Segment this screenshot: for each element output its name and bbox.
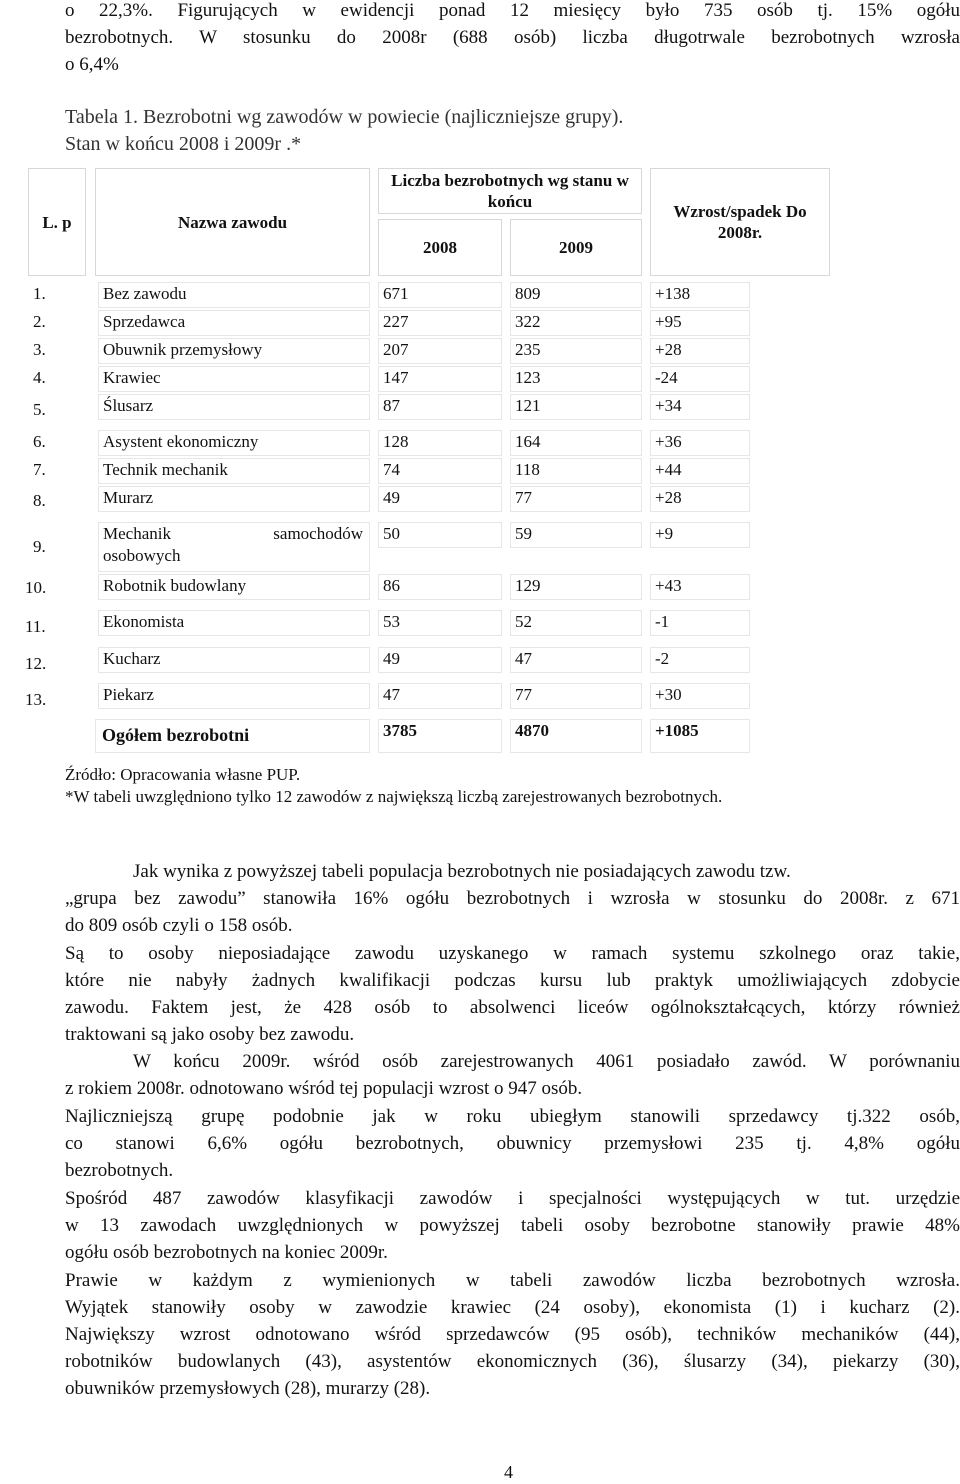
row-name: Obuwnik przemysłowy xyxy=(98,338,370,364)
row-name: Bez zawodu xyxy=(98,282,370,308)
row-name: Ekonomista xyxy=(98,610,370,636)
row-lp: 9. xyxy=(33,537,46,556)
paragraph-1-line-3: do 809 osób czyli o 158 osób. xyxy=(65,915,293,936)
row-2008: 671 xyxy=(378,282,502,308)
row-name: Piekarz xyxy=(98,683,370,709)
row-2009: 322 xyxy=(510,310,642,336)
row-name: Kucharz xyxy=(98,647,370,673)
paragraph-5-line-1: Spośród 487 zawodów klasyfikacji zawodów i specjalności występujących w tut. urzędzie xyxy=(65,1188,960,1209)
row-lp: 12. xyxy=(25,654,47,673)
source-note: Źródło: Opracowania własne PUP. xyxy=(65,765,301,784)
row-change: +95 xyxy=(650,310,750,336)
row-lp: 13. xyxy=(25,690,47,709)
row-2008: 47 xyxy=(378,683,502,709)
row-2009: 77 xyxy=(510,683,642,709)
row-change: +9 xyxy=(650,522,750,548)
row-2008: 49 xyxy=(378,647,502,673)
paragraph-5-line-3: ogółu osób bezrobotnych na koniec 2009r. xyxy=(65,1242,388,1263)
row-change: +36 xyxy=(650,430,750,456)
row-2009: 123 xyxy=(510,366,642,392)
row-2008: 207 xyxy=(378,338,502,364)
row-change: +30 xyxy=(650,683,750,709)
total-label: Ogółem bezrobotni xyxy=(95,719,370,753)
intro-line-2: bezrobotnych. W stosunku do 2008r (688 osób) liczba długotrwale bezrobotnych wzrosła xyxy=(65,27,960,48)
row-name: Robotnik budowlany xyxy=(98,574,370,600)
row-lp: 4. xyxy=(33,368,46,387)
paragraph-3-line-2: z rokiem 2008r. odnotowano wśród tej populacji wzrost o 947 osób. xyxy=(65,1078,583,1099)
row-name-word-1: Mechanik xyxy=(103,524,171,543)
paragraph-1-line-2: „grupa bez zawodu” stanowiła 16% ogółu bezrobotnych i wzrosła w stosunku do 2008r. z 671 xyxy=(65,888,960,909)
row-change: -24 xyxy=(650,366,750,392)
row-change: +138 xyxy=(650,282,750,308)
row-name-line-2: osobowych xyxy=(103,546,181,565)
table-caption-line-1: Tabela 1. Bezrobotni wg zawodów w powiecie (najliczniejsze grupy). xyxy=(65,106,624,128)
row-change: -2 xyxy=(650,647,750,673)
paragraph-1-line-1: Jak wynika z powyższej tabeli populacja bezrobotnych nie posiadających zawodu tzw. xyxy=(133,861,791,882)
row-2009: 121 xyxy=(510,394,642,420)
row-name: Asystent ekonomiczny xyxy=(98,430,370,456)
row-2008: 86 xyxy=(378,574,502,600)
paragraph-4-line-3: bezrobotnych. xyxy=(65,1160,174,1181)
row-lp: 6. xyxy=(33,432,46,451)
page-number: 4 xyxy=(504,1462,513,1482)
row-change: +34 xyxy=(650,394,750,420)
row-2009: 59 xyxy=(510,522,642,548)
intro-line-1: o 22,3%. Figurujących w ewidencji ponad 12 miesięcy było 735 osób tj. 15% ogółu xyxy=(65,0,960,21)
paragraph-2-line-1: Są to osoby nieposiadające zawodu uzyskanego w ramach systemu szkolnego oraz takie, xyxy=(65,943,960,964)
total-2009: 4870 xyxy=(510,719,642,753)
row-change: +28 xyxy=(650,338,750,364)
header-2008: 2008 xyxy=(378,219,502,276)
row-2008: 49 xyxy=(378,486,502,512)
row-change: -1 xyxy=(650,610,750,636)
paragraph-6-line-4: robotników budowlanych (43), asystentów ekonomicznych (36), ślusarzy (34), piekarzy (30), xyxy=(65,1351,960,1372)
paragraph-2-line-3: zawodu. Faktem jest, że 428 osób to absolwenci liceów ogólnokształcących, którzy również xyxy=(65,997,960,1018)
paragraph-4-line-1: Najliczniejszą grupę podobnie jak w roku ubiegłym stanowili sprzedawcy tj.322 osób, xyxy=(65,1106,960,1127)
row-lp: 3. xyxy=(33,340,46,359)
row-2008: 128 xyxy=(378,430,502,456)
row-2008: 53 xyxy=(378,610,502,636)
row-2009: 235 xyxy=(510,338,642,364)
row-lp: 10. xyxy=(25,578,47,597)
paragraph-6-line-5: obuwników przemysłowych (28), murarzy (28). xyxy=(65,1378,431,1399)
row-lp: 8. xyxy=(33,491,46,510)
paragraph-3-line-1: W końcu 2009r. wśród osób zarejestrowanych 4061 posiadało zawód. W porównaniu xyxy=(133,1051,960,1072)
row-lp: 2. xyxy=(33,312,46,331)
row-2008: 50 xyxy=(378,522,502,548)
row-2009: 164 xyxy=(510,430,642,456)
header-2009: 2009 xyxy=(510,219,642,276)
row-2009: 118 xyxy=(510,458,642,484)
row-name: Krawiec xyxy=(98,366,370,392)
table-caption-line-2: Stan w końcu 2008 i 2009r .* xyxy=(65,133,302,155)
row-2009: 77 xyxy=(510,486,642,512)
row-name xyxy=(98,522,370,572)
paragraph-5-line-2: w 13 zawodach uwzględnionych w powyższej tabeli osoby bezrobotne stanowiły prawie 48% xyxy=(65,1215,960,1236)
row-name: Sprzedawca xyxy=(98,310,370,336)
row-name: Ślusarz xyxy=(98,394,370,420)
header-count-group: Liczba bezrobotnych wg stanu w końcu xyxy=(378,168,642,214)
header-change: Wzrost/spadek Do 2008r. xyxy=(650,168,830,276)
intro-line-3: o 6,4% xyxy=(65,54,119,75)
total-2008: 3785 xyxy=(378,719,502,753)
row-2009: 809 xyxy=(510,282,642,308)
row-2008: 147 xyxy=(378,366,502,392)
paragraph-4-line-2: co stanowi 6,6% ogółu bezrobotnych, obuwnicy przemysłowi 235 tj. 4,8% ogółu xyxy=(65,1133,960,1154)
row-name: Technik mechanik xyxy=(98,458,370,484)
row-lp: 1. xyxy=(33,284,46,303)
paragraph-6-line-2: Wyjątek stanowiły osoby w zawodzie krawiec (24 osoby), ekonomista (1) i kucharz (2). xyxy=(65,1297,960,1318)
row-2008: 227 xyxy=(378,310,502,336)
row-lp: 7. xyxy=(33,460,46,479)
row-lp: 11. xyxy=(25,617,46,636)
header-name: Nazwa zawodu xyxy=(95,168,370,276)
row-change: +44 xyxy=(650,458,750,484)
row-lp: 5. xyxy=(33,400,46,419)
row-change: +28 xyxy=(650,486,750,512)
row-2009: 47 xyxy=(510,647,642,673)
row-2009: 52 xyxy=(510,610,642,636)
row-2008: 74 xyxy=(378,458,502,484)
paragraph-2-line-4: traktowani są jako osoby bez zawodu. xyxy=(65,1024,355,1045)
paragraph-2-line-2: które nie nabyły żadnych kwalifikacji podczas kursu lub praktyk umożliwiających zdobycie xyxy=(65,970,960,991)
total-change: +1085 xyxy=(650,719,750,753)
row-2008: 87 xyxy=(378,394,502,420)
paragraph-6-line-3: Największy wzrost odnotowano wśród sprzedawców (95 osób), techników mechaników (44), xyxy=(65,1324,960,1345)
paragraph-6-line-1: Prawie w każdym z wymienionych w tabeli zawodów liczba bezrobotnych wzrosła. xyxy=(65,1270,960,1291)
row-2009: 129 xyxy=(510,574,642,600)
header-lp: L. p xyxy=(28,168,86,276)
footnote: *W tabeli uwzględniono tylko 12 zawodów z największą liczbą zarejestrowanych bezrobotnych. xyxy=(65,787,723,806)
row-name: Murarz xyxy=(98,486,370,512)
row-change: +43 xyxy=(650,574,750,600)
row-name-word-2: samochodów xyxy=(273,524,363,543)
